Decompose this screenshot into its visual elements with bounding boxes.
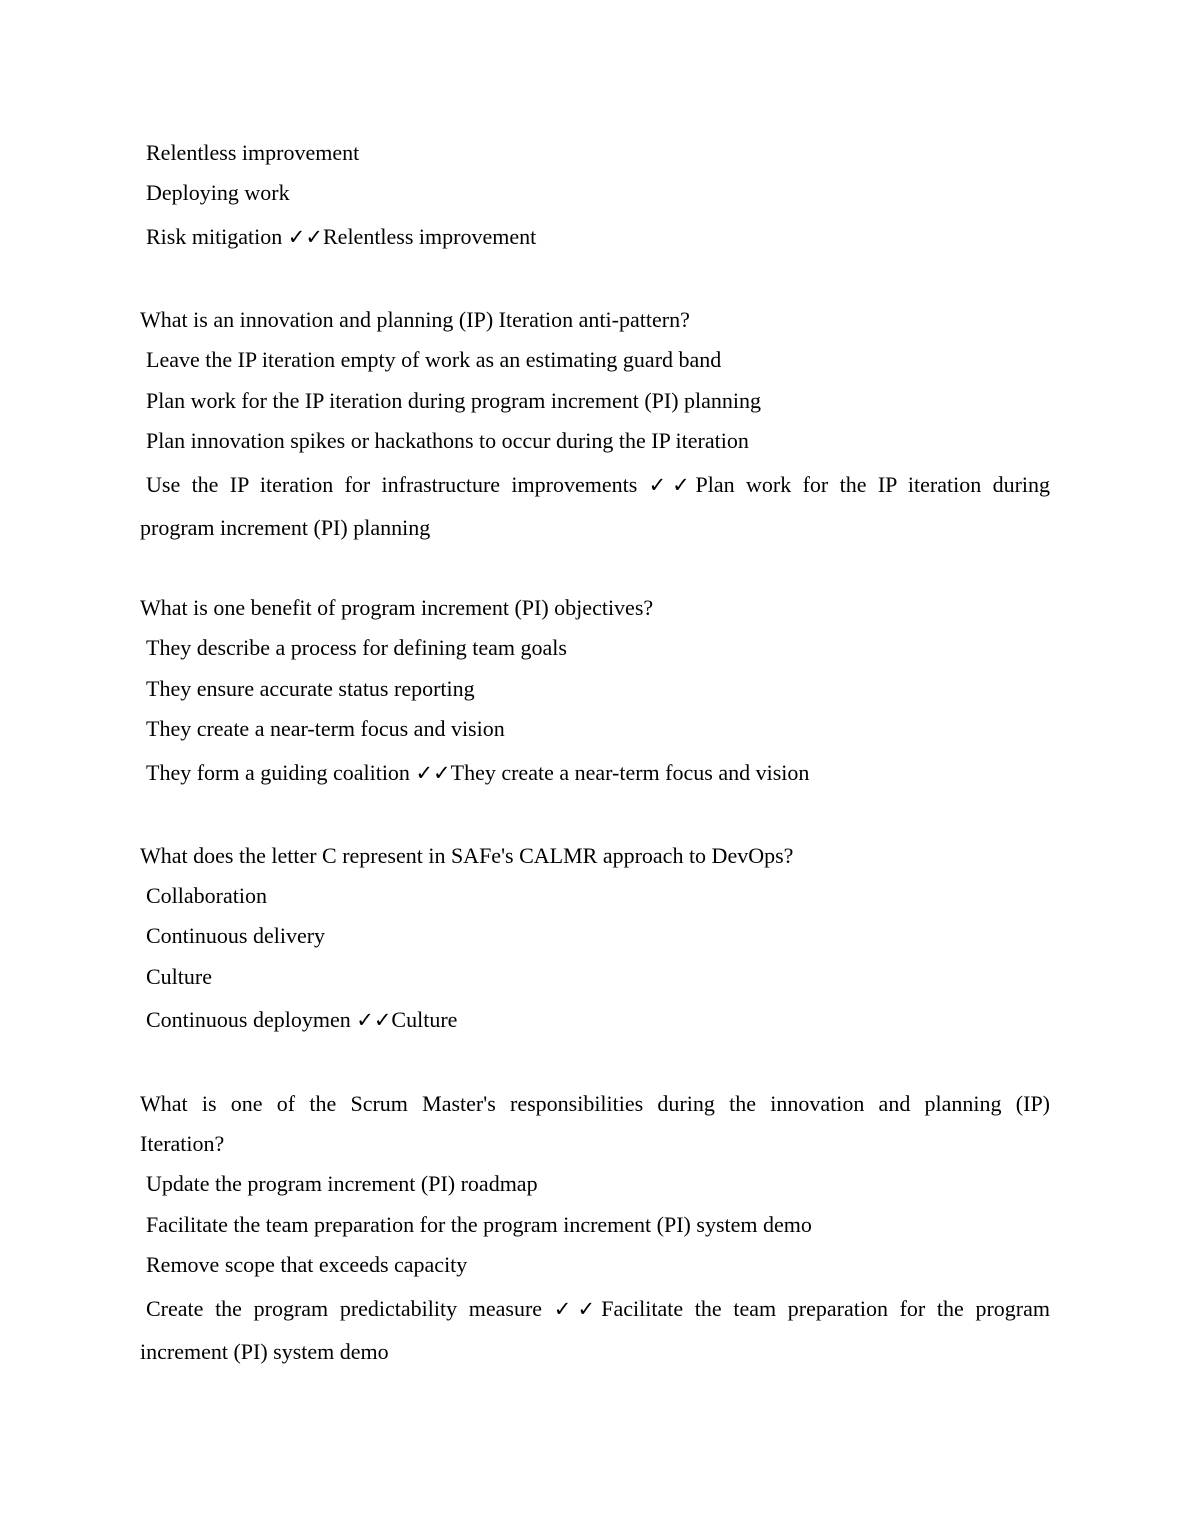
double-check-icon: ✓✓: [287, 225, 323, 249]
option-text: Plan innovation spikes or hackathons to occur during the IP iteration: [146, 428, 749, 453]
answer-text: Plan work for the IP iteration during: [695, 472, 1051, 497]
option-text: They form a guiding coalition: [146, 760, 410, 785]
answer-line: [140, 1295, 1050, 1323]
double-check-icon: ✓✓: [415, 761, 451, 785]
option-text: Relentless improvement: [146, 140, 360, 165]
answer-line: [140, 471, 1050, 499]
option-text: They create a near-term focus and vision: [146, 716, 505, 741]
answer-text-continued: program increment (PI) planning: [140, 515, 431, 540]
answer-text-continued: increment (PI) system demo: [140, 1339, 389, 1364]
option-text: Risk mitigation: [146, 224, 283, 249]
double-check-icon: ✓✓: [356, 1008, 392, 1032]
option-text: Leave the IP iteration empty of work as an estimating guard band: [146, 347, 722, 372]
option-text: Create the program predictability measure: [146, 1296, 543, 1321]
option-text: They ensure accurate status reporting: [146, 676, 475, 701]
answer-text: Culture: [391, 1007, 458, 1032]
question-text: What is an innovation and planning (IP) Iteration anti-pattern?: [140, 307, 690, 332]
answer-text: They create a near-term focus and vision: [450, 760, 810, 785]
answer-text: Relentless improvement: [323, 224, 537, 249]
option-text: Continuous deploymen: [146, 1007, 351, 1032]
option-text: Facilitate the team preparation for the program increment (PI) system demo: [146, 1212, 812, 1237]
option-text: Collaboration: [146, 883, 267, 908]
option-text: Remove scope that exceeds capacity: [146, 1252, 468, 1277]
question-text: What is one of the Scrum Master's responsibilities during the innovation and planning (IP): [140, 1091, 1050, 1116]
question-text-continued: Iteration?: [140, 1131, 225, 1156]
answer-text: Facilitate the team preparation for the program: [601, 1296, 1050, 1321]
option-text: Use the IP iteration for infrastructure improvements: [146, 472, 638, 497]
option-text: Continuous delivery: [146, 923, 326, 948]
question-text: What does the letter C represent in SAFe's CALMR approach to DevOps?: [140, 843, 794, 868]
answer-line: [140, 759, 1056, 787]
option-text: Culture: [146, 964, 212, 989]
option-text: Plan work for the IP iteration during program increment (PI) planning: [146, 388, 762, 413]
answer-line: [140, 1006, 1056, 1034]
option-text: Update the program increment (PI) roadmap: [146, 1171, 538, 1196]
option-text: Deploying work: [146, 180, 290, 205]
option-text: They describe a process for defining team goals: [146, 635, 567, 660]
double-check-icon: ✓✓: [553, 1297, 602, 1321]
answer-line: [140, 223, 1056, 251]
question-text: What is one benefit of program increment (PI) objectives?: [140, 595, 654, 620]
document-page: [140, 0, 1050, 1540]
double-check-icon: ✓✓: [648, 473, 696, 497]
